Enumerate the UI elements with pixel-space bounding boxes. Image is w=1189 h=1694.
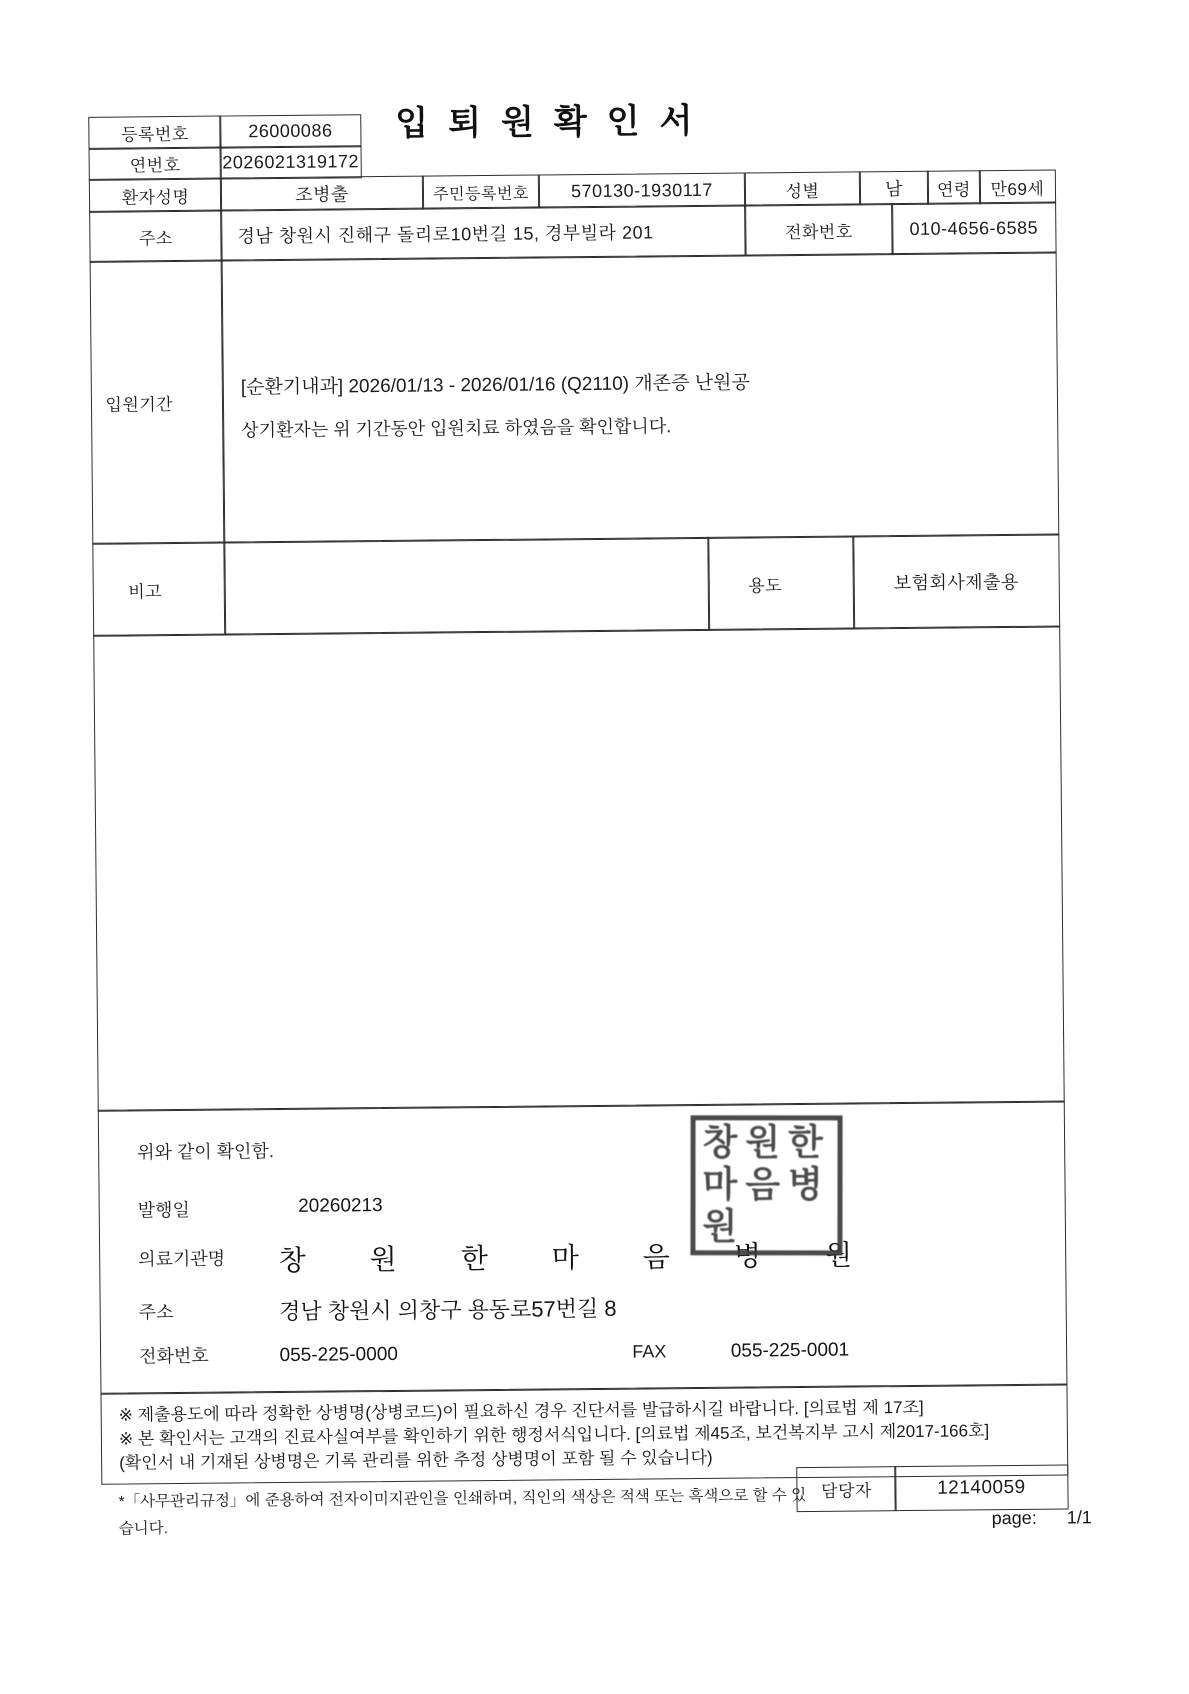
institution-phone-label: 전화번호 <box>139 1345 209 1367</box>
age-label: 연령 <box>927 170 981 205</box>
confirm-text: 위와 같이 확인함. <box>137 1141 274 1163</box>
footnote-text: *「사무관리규정」에 준용하여 전자이미지관인을 인쇄하며, 직인의 색상은 적색 또는 흑색으로 할 수 있습니다. <box>118 1486 807 1538</box>
manager-label: 담당자 <box>796 1466 896 1512</box>
remarks-label-text: 비고 <box>128 581 163 601</box>
institution-address-value: 경남 창원시 의창구 용동로57번길 8 <box>279 1295 617 1325</box>
age-value: 만69세 <box>979 170 1056 205</box>
serial-number-value: 2026021319172 <box>220 145 362 179</box>
patient-name-label: 환자성명 <box>89 178 222 213</box>
remarks-label <box>92 542 226 637</box>
manager-value: 12140059 <box>894 1464 1068 1511</box>
fax-value: 055-225-0001 <box>730 1339 850 1362</box>
serial-number-label: 연번호 <box>89 147 222 181</box>
purpose-label-text: 용도 <box>748 575 783 596</box>
note-line: (확인서 내 기재된 상병명은 기록 관리를 위한 추정 상병명이 포함 될 수 있습니다) <box>119 1447 713 1473</box>
purpose-value: 보험회사제출용 <box>852 534 1060 630</box>
registration-number-label: 등록번호 <box>88 116 221 150</box>
fax-label: FAX <box>632 1341 667 1362</box>
issue-date-row <box>138 1194 383 1222</box>
rrn-value: 570130-1930117 <box>538 173 746 209</box>
institution-address-label: 주소 <box>138 1302 174 1323</box>
admission-period-line2: 상기환자는 위 기간동안 입원치료 하였음을 확인합니다. <box>241 416 672 441</box>
admission-period-label <box>90 260 226 545</box>
issue-date-value: 20260213 <box>298 1195 383 1218</box>
page-label: page: <box>991 1507 1037 1529</box>
notes-list <box>119 1395 1060 1476</box>
remarks-value <box>223 537 710 636</box>
page-indicator <box>992 1507 1092 1529</box>
address-value: 경남 창원시 진해구 돌리로10번길 15, 경부빌라 201 <box>220 205 746 262</box>
rrn-label: 주민등록번호 <box>422 174 540 209</box>
page-value: 1/1 <box>1066 1507 1092 1528</box>
patient-name-value: 조병출 <box>220 176 424 212</box>
gender-value: 남 <box>859 171 929 206</box>
institution-name: 창원한마음병원 <box>278 1238 917 1277</box>
note-line: ※ 제출용도에 따라 정확한 상병명(상병코드)이 필요하신 경우 진단서를 발급하시길 바랍니다. [의료법 제 17조] <box>118 1397 924 1425</box>
note-line: ※ 본 확인서는 고객의 진료사실여부를 확인하기 위한 행정서식입니다. [의료법 제45조, 보건복지부 고시 제2017-166호] <box>118 1421 990 1449</box>
institution-phone-row <box>139 1336 849 1369</box>
empty-body-box <box>93 626 1065 1112</box>
phone-value: 010-4656-6585 <box>891 202 1056 256</box>
address-label: 주소 <box>89 210 222 263</box>
issue-date-label: 발행일 <box>137 1199 190 1221</box>
admission-period-label-text: 입원기간 <box>105 394 174 415</box>
page-title: 입퇴원확인서 <box>395 101 713 143</box>
purpose-label <box>707 535 855 630</box>
issuance-box <box>98 1100 1068 1394</box>
institution-address-row <box>139 1292 617 1328</box>
hospital-seal-stamp: 창원한마음병원 <box>690 1115 842 1255</box>
registration-number-value: 26000086 <box>219 114 361 148</box>
admission-period-cell <box>221 252 1060 544</box>
institution-label: 의료기관명 <box>138 1248 226 1270</box>
gender-label: 성별 <box>744 171 861 206</box>
admission-period-line1: [순환기내과] 2026/01/13 - 2026/01/16 (Q2110) 개존증 난원공 <box>240 372 750 399</box>
institution-phone-value: 055-225-0000 <box>279 1343 399 1367</box>
phone-label: 전화번호 <box>744 203 893 256</box>
